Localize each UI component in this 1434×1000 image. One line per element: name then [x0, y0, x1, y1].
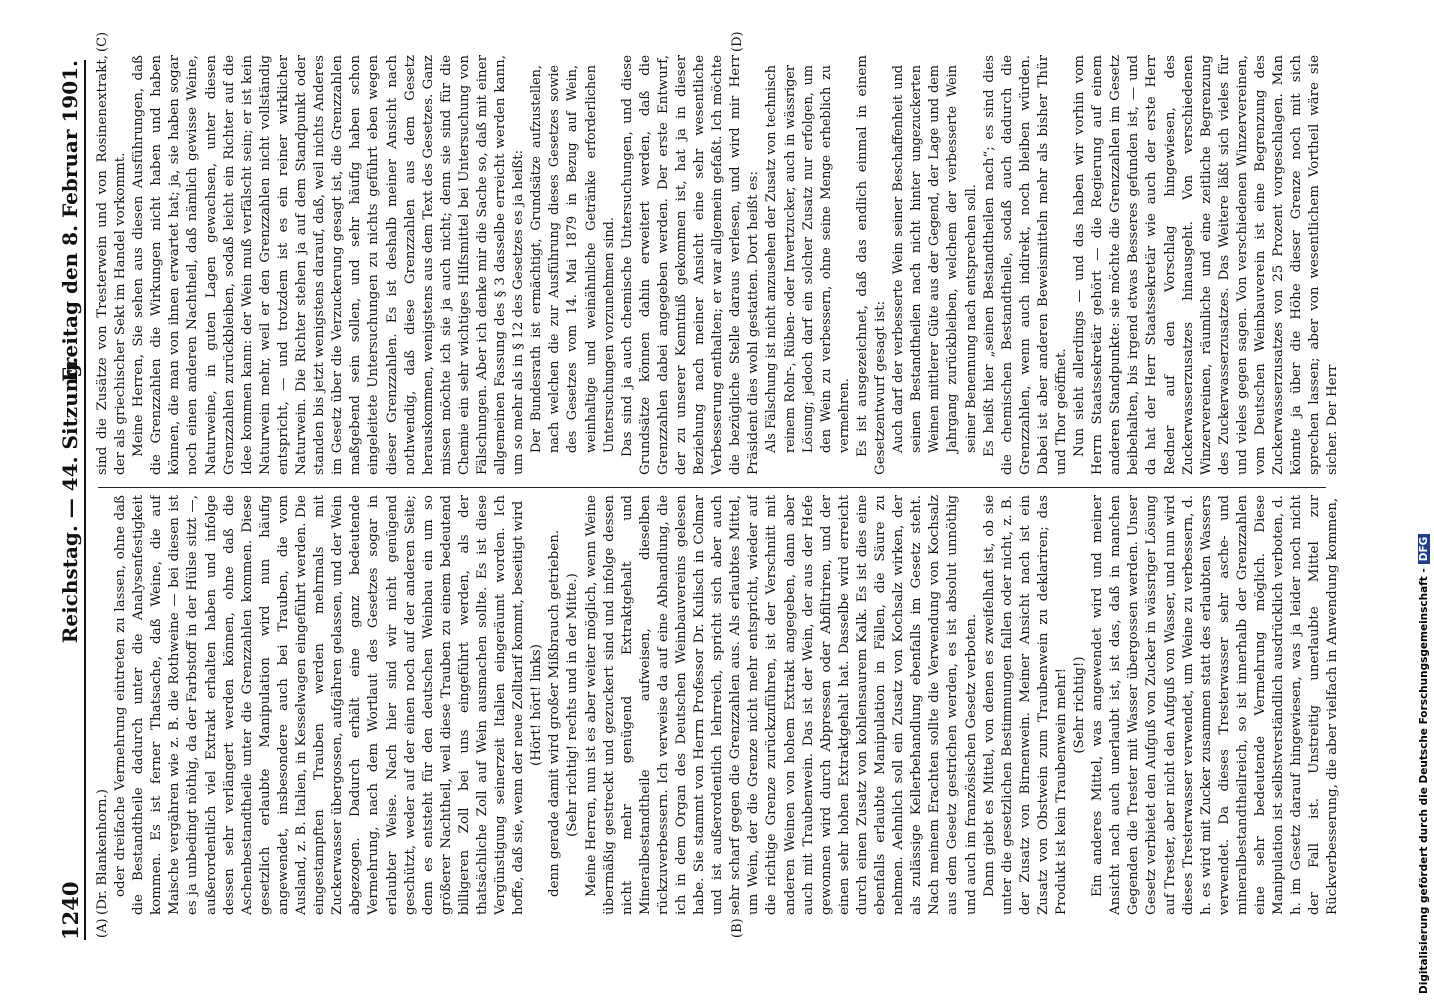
paragraph: Es ist ausgezeichnet, daß das endlich einmal in einem Gesetzentwurf gesagt ist:	[854, 55, 889, 475]
interjection: (Hört! hört! links)	[529, 644, 545, 766]
interjection: (Sehr richtig! rechts und in der Mitte.)	[565, 573, 581, 837]
column-divider	[98, 487, 1326, 488]
margin-mark-a: (A)	[95, 918, 110, 938]
paragraph: Meine Herren, nun ist es aber weiter möglich, wenn Weine übermäßig gestreckt und gezuckert sind und infolge dessen nicht mehr genügend Extraktgehalt und Mineralbestandtheile aufweisen, dieselben rückzuverbessern. Ich verweise da auf eine Abhandlung, die ich in dem Organ des Deutschen Weinbauvereins gelesen habe. Sie stammt von Herrn Professor Dr. Kulisch in Colmar und ist außerordentlich lehrreich, spricht sich aber auch sehr scharf gegen die Grenzzahlen aus. Als erlaubtes Mittel, um Wein, der die Grenze nicht mehr entspricht, wieder auf die richtige Grenze zurückzuführen, ist der Verschnitt mit anderen Weinen von hohem Extrakt angegeben, dann aber auch mit Traubenwein. Das ist der Wein, der aus der Hefe gewonnen wird durch Abpressen oder Abfiltriren, und der einen sehr hohen Extraktgehalt hat. Dasselbe wird erreicht durch einen Zusatz von kohlensaurem Kalk. Es ist dies eine ebenfalls erlaubte Manipulation in Fällen, die Säure zu nehmen. Aehnlich soll ein Zusatz von Kochsalz wirken, der als zulässige Kellerbehandlung ebenfalls im Gesetz steht. Nach meinem Erachten sollte die Verwendung von Kochsalz aus dem Gesetz gestrichen werden, es ist absolut unnöthig und auch im französischen Gesetz verboten.	[583, 495, 979, 915]
paragraph: sind die Zusätze von Tresterwein und von Rosinenextrakt, der als griechischer Sekt im Handel vorkommt.	[95, 55, 129, 475]
paragraph: Es heißt hier „seinen Bestandtheilen nach“; es sind dies die chemischen Bestandtheile, sodaß auch dadurch die Grenzzahlen, wenn auch indirekt, noch bleiben würden. Dabei ist aber anderen Beweismitteln mehr als bisher Thür und Thor geöffnet.	[981, 55, 1069, 475]
speaker-label: (Dr. Blankenhorn.)	[95, 789, 110, 915]
paragraph: oder dreifache Vermehrung eintreten zu lassen, ohne daß die Bestandtheile dadurch unter die Analysenfestigkeit kommen. Es ist ferner Thatsache, daß Weine, die auf Maische vergähren wie z. B. die Rothweine — bei diesen ist es ja unbedingt nöthig, da der Farbstoff in der Hülse sitzt —, außerordentlich viel Extrakt erhalten haben und infolge dessen sehr verlängert werden können, ohne daß die Aschenbestandtheile unter die Grenzzahlen kommen. Diese gesetzlich erlaubte Manipulation wird nun häufig angewendet, insbesondere auch bei Trauben, die vom Ausland, z. B. Italien, in Kesselwagen eingeführt werden. Die eingestampften Trauben werden mehrmals mit Zuckerwasser übergossen, aufgähren gelassen, und der Wein abgezogen. Dadurch erhält eine ganz bedeutende Vermehrung, nach dem Wortlaut des Gesetzes sogar in erlaubter Weise. Nach hier sind wir nicht genügend geschützt, weder auf der einen noch auf der anderen Seite; denn es entsteht für den deutschen Weinbau ein um so größerer Nachtheil, weil diese Trauben zu einem bedeutend billigeren Zoll bei uns eingeführt werden, als der thatsächliche Zoll auf Wein ausmachen sollte. Es ist diese Vergünstigung seinerzeit Italien eingeräumt worden. Ich hoffe, daß sie, wenn der neue Zolltarif kommt, beseitigt wird	[113, 495, 527, 915]
quoted-draft-text: Als Fälschung ist nicht anzusehen der Zusatz von technisch reinem Rohr-, Rüben- oder Invertzucker, auch in wässriger Lösung; jedoch darf ein solcher Zusatz nur erfolgen, um den Wein zu verbessern, ohne seine Menge erheblich zu vermehren.	[764, 65, 852, 453]
margin-mark-c: (C)	[95, 31, 110, 52]
credit-text: Digitalisierung gefördert durch die Deutsche Forschungsgemeinschaft -	[1418, 568, 1430, 994]
interjection: (Sehr richtig!)	[1072, 656, 1088, 754]
page-header	[58, 60, 86, 940]
paragraph: Das sind ja auch chemische Untersuchungen, und diese Grundsätze können dahin erweitert werden, daß die Grenzzahlen dabei angegeben werden. Der erste Entwurf, der zu unserer Kenntniß gekommen ist, hat ja in dieser Beziehung nach meiner Ansicht eine sehr wesentliche Verbesserung enthalten; er war allgemein gefaßt. Ich möchte die bezügliche Stelle daraus verlesen, und wird mir Herr Präsident dies wohl gestatten. Dort heißt es:	[619, 55, 762, 475]
session-title: Reichstag. — 44. Sitzung.	[58, 356, 82, 644]
paragraph: Dann giebt es Mittel, von denen es zweifelhaft ist, ob sie unter die gesetzlichen Bestimmungen fallen oder nicht, z. B. der Zusatz von Birnenwein. Meiner Ansicht nach ist ein Zusatz von Obstwein zum Traubenwein zu deklariren; das Produkt ist kein Traubenwein mehr!	[981, 495, 1069, 915]
left-text-column	[94, 495, 1344, 915]
paragraph: Nun sieht allerdings — und das haben wir vorhin vom Herrn Staatssekretär gehört — die Regierung auf einem anderen Standpunkte: sie möchte die Grenzzahlen im Gesetz beibehalten, bis irgend etwas Besseres gefunden ist, — und da hat der Herr Staatssekretär wie auch der erste Herr Redner auf den Vorschlag hingewiesen, des Zuckerwasserzusatzes hinausgeht. Von verschiedenen Winzervereinen, räumliche und eine zeitliche Begrenzung des Zuckerwasserzusatzes. Das Weitere läßt sich vieles für und vieles gegen sagen. Von verschiedenen Winzervereinen, vom Deutschen Weinbauverein ist eine Begrenzung des Zuckerwasserzusatzes von 25 Prozent vorgeschlagen. Man könnte ja über die Höhe dieser Grenze noch mit sich sprechen lassen; aber von wesentlichem Vortheil wäre sie sicher. Der Herr	[1072, 55, 1341, 475]
paragraph: denn gerade damit wird großer Mißbrauch getrieben.	[547, 529, 563, 897]
paragraph: Meine Herren, Sie sehen aus diesen Ausführungen, daß die Grenzzahlen die Wirkungen nicht haben und haben können, die man von ihnen erwartet hat; ja, sie haben sogar noch einen anderen Nachtheil, daß nämlich gewisse Weine, Naturweine, in guten Lagen gewachsen, unter diesen Grenzzahlen zurückbleiben, sodaß leicht ein Richter auf die Idee kommen kann: der Wein muß verfälscht sein; er ist kein Naturwein mehr, weil er den Grenzzahlen nicht vollständig entspricht, — und trotzdem ist es ein reiner wirklicher Naturwein. Die Richter stehen ja auf dem Standpunkt oder standen bis jetzt wenigstens darauf, daß, weil nichts Anderes im Gesetz über die Verzuckerung gesagt ist, die Grenzzahlen maßgebend sein sollen, und sehr häufig haben schon eingeleitete Untersuchungen zu nichts geführt eben wegen dieser Grenzzahlen. Es ist deshalb meiner Ansicht nach nothwendig, daß diese Grenzzahlen aus dem Gesetz herauskommen, wenigstens aus dem Text des Gesetzes. Ganz missen möchte ich sie ja auch nicht; denn sie sind für die Chemie ein sehr wichtiges Hilfsmittel bei Untersuchung von Fälschungen. Aber ich denke mir die Sache so, daß mit einer allgemeinen Fassung des § 3 dasselbe erreicht werden kann, um so mehr als in § 12 des Gesetzes es ja heißt:	[131, 55, 527, 475]
paragraph: Ein anderes Mittel, was angewendet wird und meiner Ansicht nach auch unerlaubt ist, ist das, daß in manchen Gegenden die Trester mit Wasser übergossen werden. Unser Gesetz verbietet den Aufguß von Zucker in wässriger Lösung auf Trester, aber nicht den Aufguß von Wasser, und nun wird dieses Tresterwasser verwendet, um Weine zu verbessern, d. h. es wird mit Zucker zusammen statt des erlaubten Wassers verwendet. Da dieses Tresterwasser sehr asche- und mineralbestandtheilreich, so ist innerhalb der Grenzzahlen eine sehr bedeutende Vermehrung möglich. Diese Manipulation ist selbstverständlich ausdrücklich verboten, d. h. im Gesetz darauf hingewiesen, was ja leider noch nicht der Fall ist. Unstreitig unerlaubte Mittel zur Rückverbesserung, die aber vielfach in Anwendung kommen,	[1090, 495, 1341, 915]
quoted-draft-text: Auch darf der verbesserte Wein seiner Beschaffenheit und seinen Bestandtheilen nach nicht hinter ungezuckerten Weinen mittlerer Güte aus der Gegend, der Lage und dem Jahrgang zurückbleiben, welchem der verbesserte Wein seiner Benennung nach entsprechen soll.	[891, 65, 979, 453]
right-text-column	[94, 55, 1344, 475]
margin-mark-b: (B)	[730, 918, 745, 938]
margin-mark-d: (D)	[730, 31, 745, 52]
session-date: Freitag den 8. Februar 1901.	[58, 60, 82, 382]
page-number: 1240	[58, 881, 83, 940]
dfg-logo: DFG	[1418, 534, 1430, 565]
quoted-law-text: Der Bundesrath ist ermächtigt, Grundsätze aufzustellen, nach welchen die zur Ausführung dieses Gesetzes sowie des Gesetzes vom 14. Mai 1879 in Bezug auf Wein, weinhaltige und weinähnliche Getränke erforderlichen Untersuchungen vorzunehmen sind.	[529, 65, 617, 453]
digitization-credit	[1418, 8, 1434, 994]
